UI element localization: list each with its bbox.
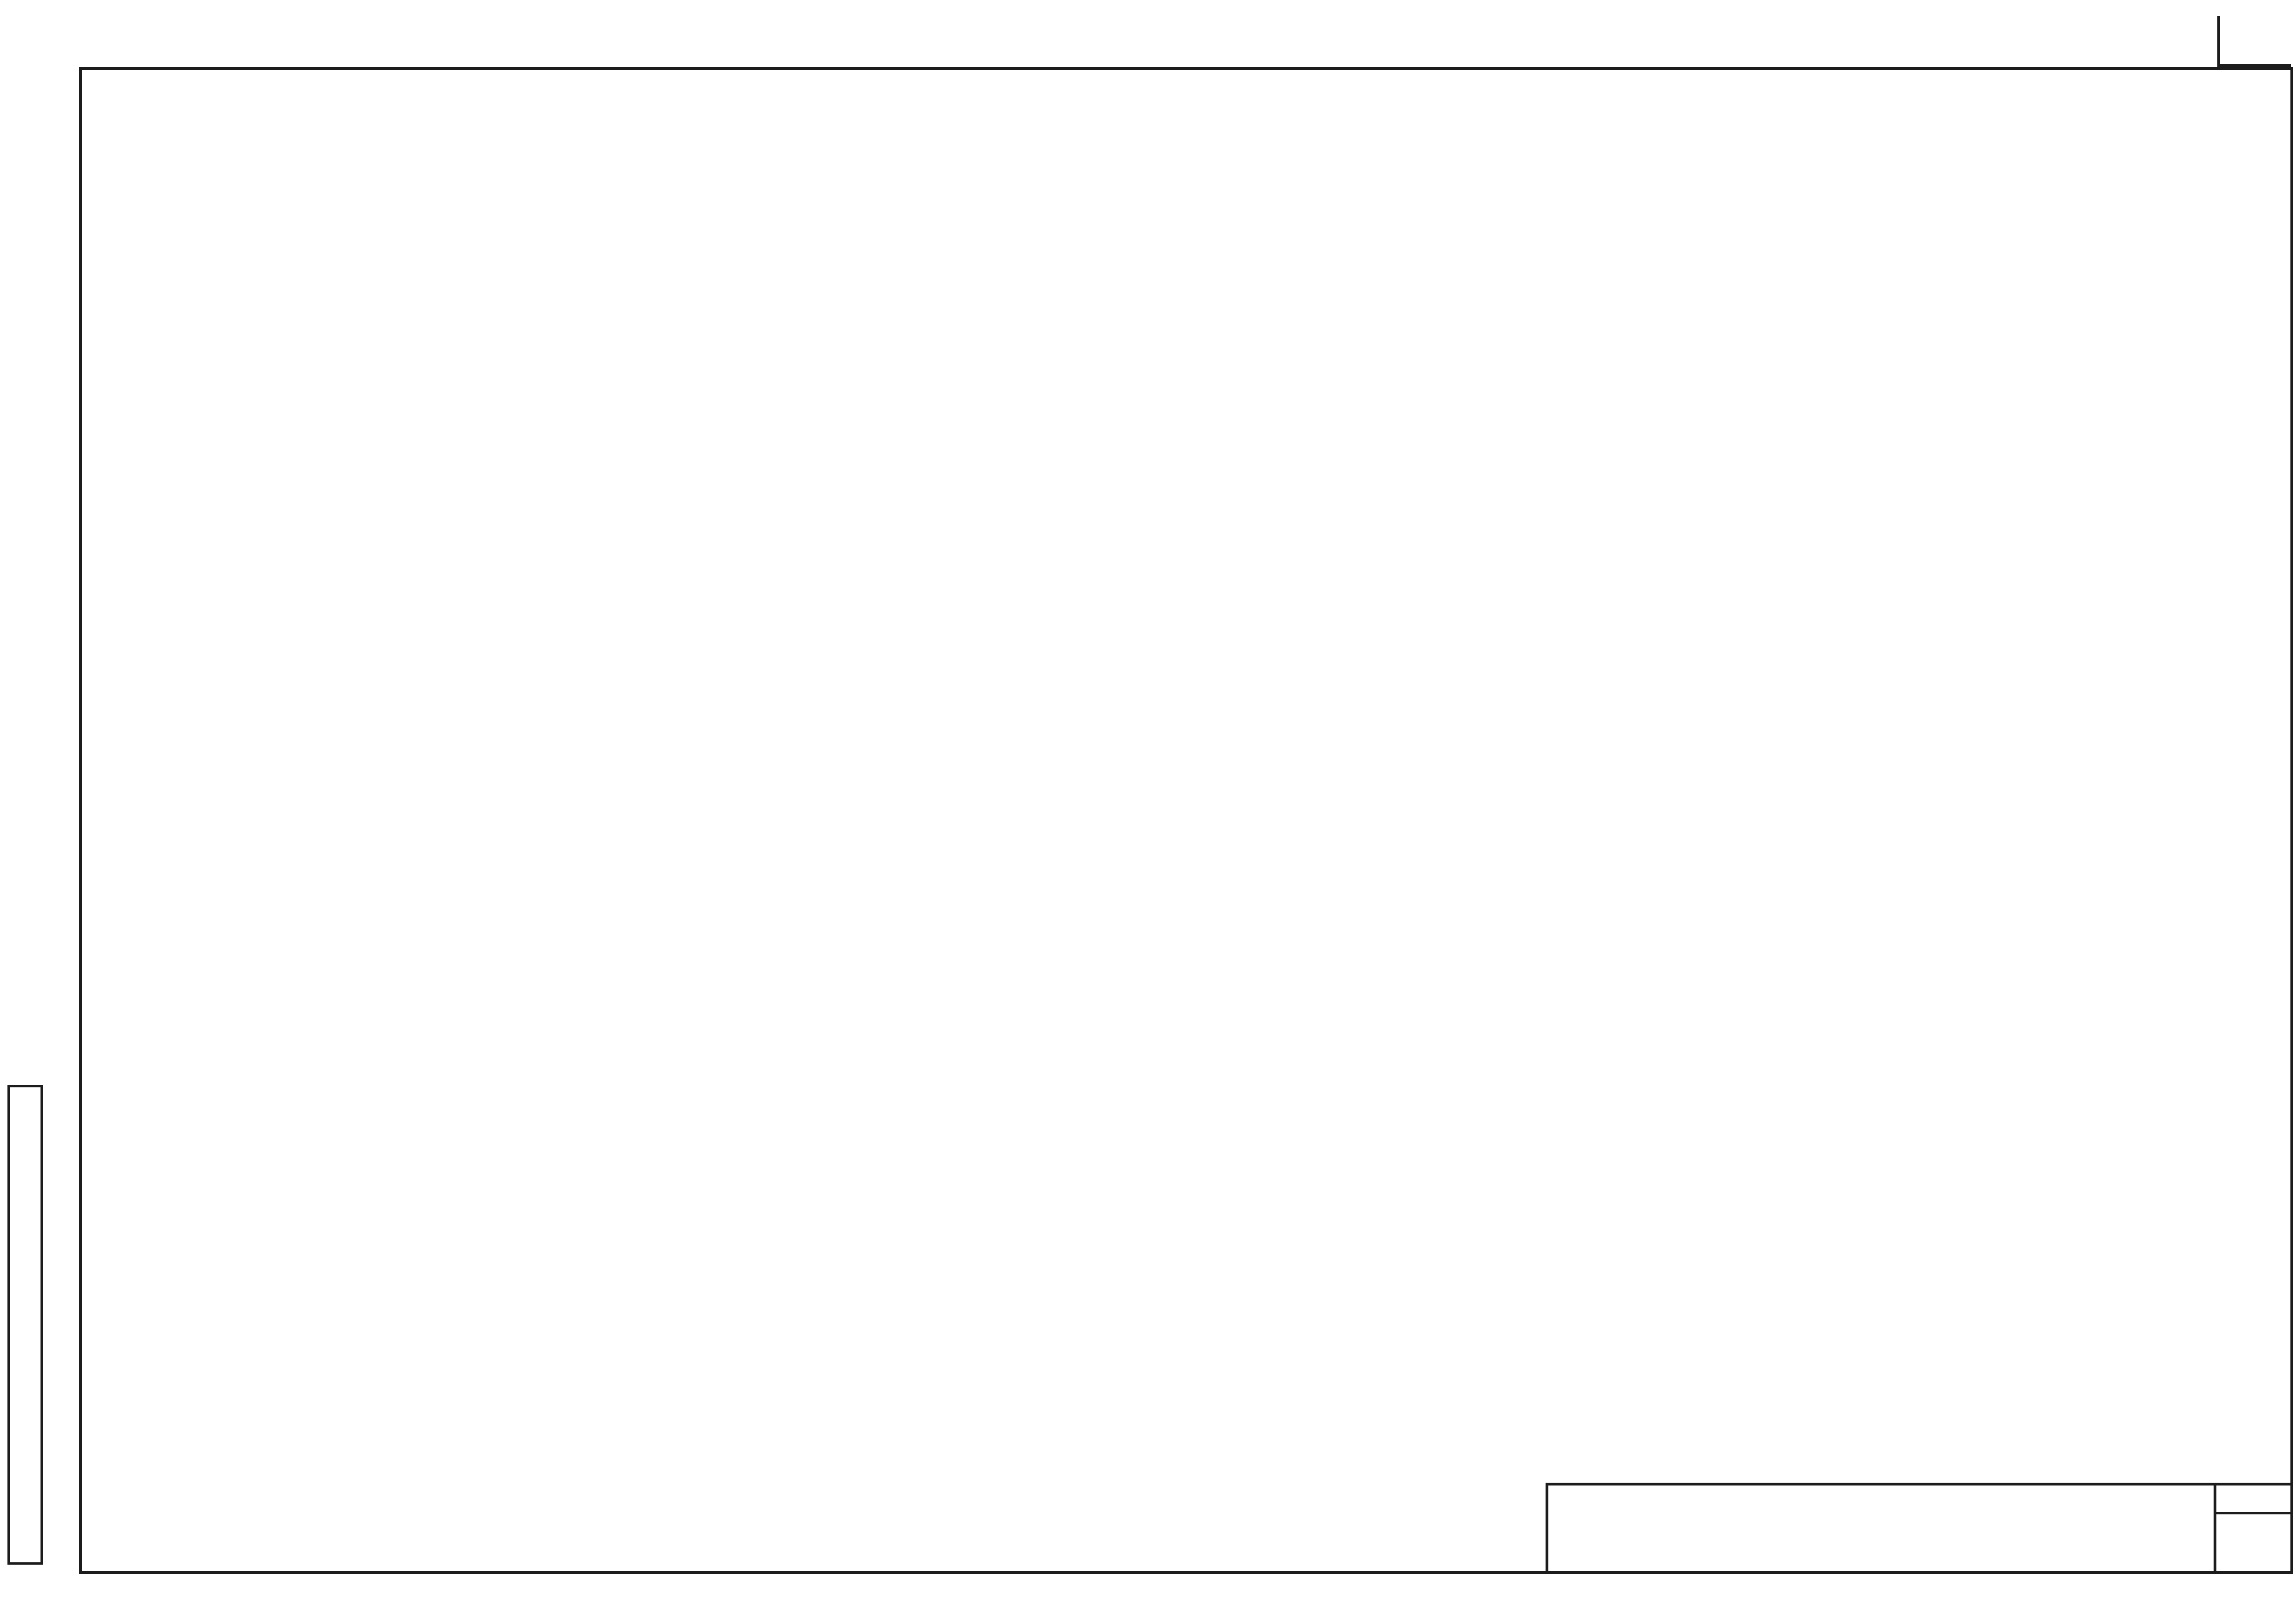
drawing-frame — [79, 67, 2293, 1574]
sheet-box — [2214, 1483, 2293, 1572]
side-stamp — [7, 1085, 43, 1565]
page-number-box — [2217, 16, 2291, 67]
document-designation-box — [1546, 1483, 2216, 1572]
sheet-label — [2216, 1485, 2290, 1514]
